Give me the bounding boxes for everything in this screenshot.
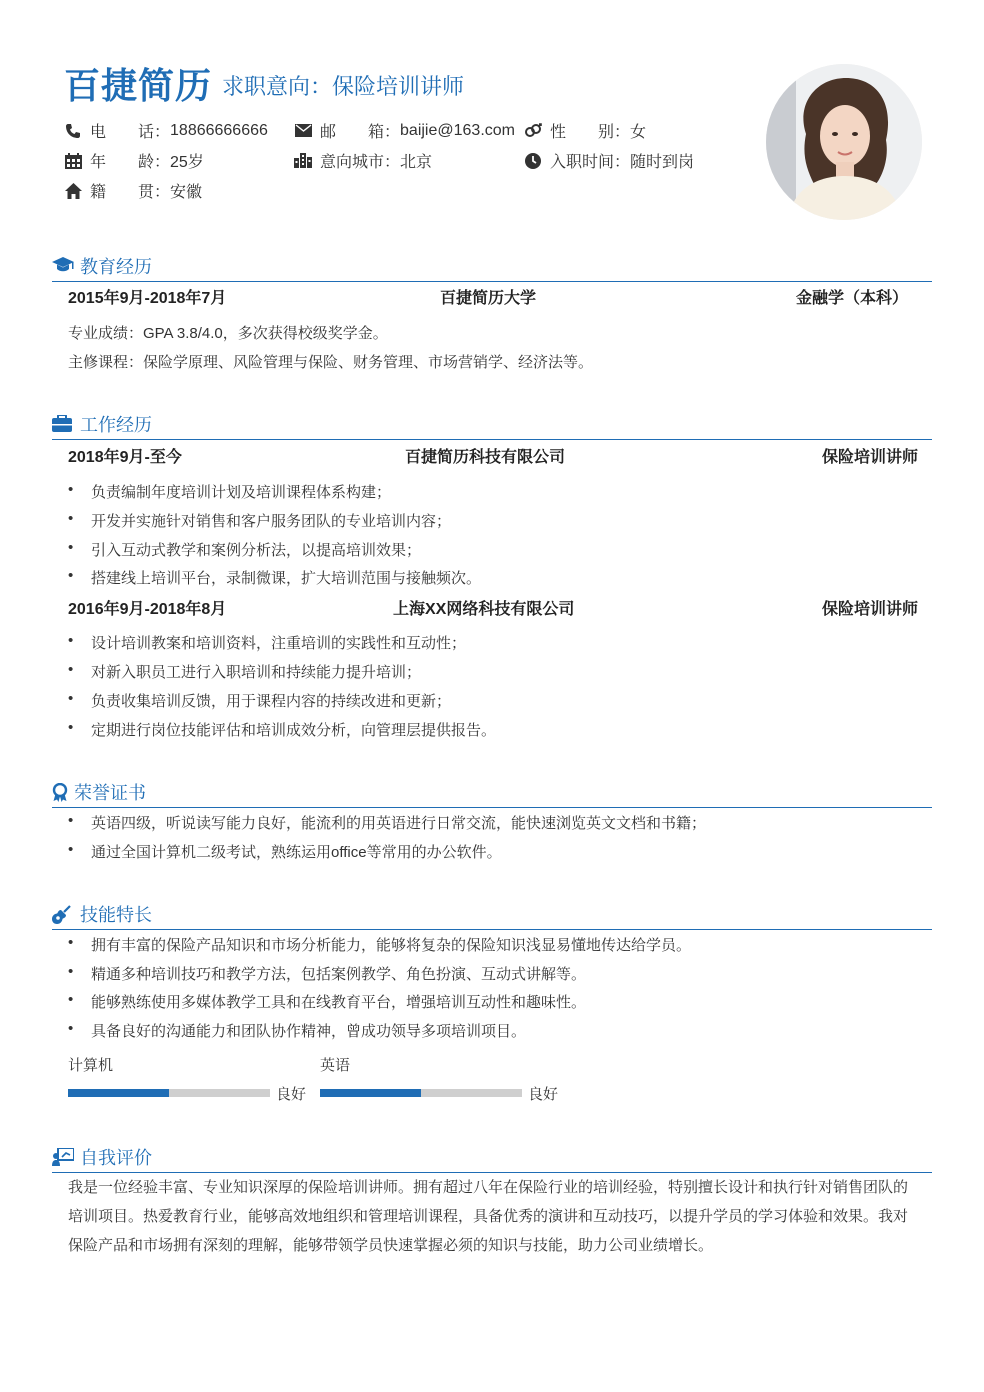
graduation-cap-icon bbox=[52, 257, 74, 275]
skill-bar-fill bbox=[320, 1089, 421, 1097]
list-item: • 能够熟练使用多媒体教学工具和在线教育平台，增强培训互动性和趣味性。 bbox=[68, 991, 586, 1012]
list-item: • 搭建线上培训平台，录制微课，扩大培训范围与接触频次。 bbox=[68, 567, 481, 588]
section-education bbox=[52, 253, 932, 282]
guitar-icon bbox=[52, 905, 74, 923]
section-honors bbox=[52, 779, 932, 808]
skill-bar-fill bbox=[68, 1089, 169, 1097]
education-title: 教育经历 bbox=[80, 257, 152, 277]
list-item: • 引入互动式教学和案例分析法，以提高培训效果； bbox=[68, 539, 421, 560]
phone-label: 电 话： bbox=[90, 124, 171, 141]
email-value: baijie@163.com bbox=[400, 121, 515, 139]
job-company: 百捷简历科技有限公司 bbox=[405, 449, 566, 466]
native-label: 籍 贯： bbox=[90, 184, 171, 201]
list-item: • 定期进行岗位技能评估和培训成效分析，向管理层提供报告。 bbox=[68, 719, 496, 740]
list-item: • 拥有丰富的保险产品知识和市场分析能力，能够将复杂的保险知识浅显易懂地传达给学员。 bbox=[68, 934, 691, 955]
clock-icon bbox=[524, 152, 542, 170]
info-phone bbox=[64, 119, 268, 142]
self-title: 自我评价 bbox=[80, 1148, 152, 1168]
phone-value: 18866666666 bbox=[170, 121, 268, 139]
gender-label: 性 别： bbox=[550, 124, 631, 141]
info-gender bbox=[524, 119, 646, 142]
education-line: 专业成绩：GPA 3.8/4.0，多次获得校级奖学金。 bbox=[68, 325, 388, 342]
info-age bbox=[64, 149, 204, 172]
skill-level: 良好 bbox=[276, 1086, 307, 1103]
self-evaluation-text: 我是一位经验丰富、专业知识深厚的保险培训讲师。拥有超过八年在保险行业的培训经验，特别擅长设计和执行针对销售团队的培训项目。热爱教育行业，能够高效地组织和管理培训课程，具备优秀的演讲和互动技巧，以提升学员的学习体验和效果。我对保险产品和市场拥有深刻的理解，能够带领学员快速掌握必须的知识与技能，助力公司业绩增长。 bbox=[68, 1179, 909, 1254]
skill-bar bbox=[320, 1089, 522, 1097]
briefcase-icon bbox=[52, 415, 74, 433]
skills-title: 技能特长 bbox=[80, 905, 152, 925]
skill-level: 良好 bbox=[528, 1086, 559, 1103]
job-company: 上海XX网络科技有限公司 bbox=[393, 601, 575, 618]
age-label: 年 龄： bbox=[90, 154, 171, 171]
profile-photo bbox=[766, 64, 922, 220]
education-period: 2015年9月-2018年7月 bbox=[68, 290, 227, 307]
info-email bbox=[294, 119, 515, 142]
resume-name: 百捷简历 bbox=[64, 65, 213, 106]
list-item: • 英语四级，听说读写能力良好，能流利的用英语进行日常交流，能快速浏览英文文档和书籍； bbox=[68, 812, 706, 833]
home-icon bbox=[64, 182, 82, 200]
work-title: 工作经历 bbox=[80, 415, 152, 435]
start-value: 随时到岗 bbox=[630, 154, 695, 171]
skill-name: 英语 bbox=[320, 1057, 351, 1074]
education-major: 金融学（本科） bbox=[795, 290, 908, 307]
city-icon bbox=[294, 152, 312, 170]
job-row bbox=[68, 444, 918, 466]
skill-name: 计算机 bbox=[68, 1057, 114, 1074]
section-work bbox=[52, 411, 932, 440]
info-city bbox=[294, 149, 432, 172]
honors-title: 荣誉证书 bbox=[74, 783, 146, 803]
presentation-icon bbox=[52, 1148, 74, 1166]
job-role: 保险培训讲师 bbox=[821, 601, 918, 618]
city-label: 意向城市： bbox=[320, 154, 401, 171]
job-row bbox=[68, 596, 918, 618]
list-item: • 负责收集培训反馈，用于课程内容的持续改进和更新； bbox=[68, 690, 451, 711]
age-value: 25岁 bbox=[170, 154, 204, 171]
email-label: 邮 箱： bbox=[320, 124, 401, 141]
info-start bbox=[524, 149, 694, 172]
envelope-icon bbox=[294, 122, 312, 140]
job-period: 2018年9月-至今 bbox=[68, 449, 182, 466]
list-item: • 设计培训教案和培训资料，注重培训的实践性和互动性； bbox=[68, 632, 466, 653]
education-school: 百捷简历大学 bbox=[440, 290, 537, 307]
calendar-icon bbox=[64, 152, 82, 170]
phone-icon bbox=[64, 122, 82, 140]
list-item: • 对新入职员工进行入职培训和持续能力提升培训； bbox=[68, 661, 421, 682]
section-skills bbox=[52, 901, 932, 930]
info-native bbox=[64, 179, 202, 202]
job-role: 保险培训讲师 bbox=[821, 449, 918, 466]
list-item: • 具备良好的沟通能力和团队协作精神，曾成功领导多项培训项目。 bbox=[68, 1020, 526, 1041]
job-period: 2016年9月-2018年8月 bbox=[68, 601, 227, 618]
list-item: • 通过全国计算机二级考试，熟练运用office等常用的办公软件。 bbox=[68, 841, 502, 862]
list-item: • 负责编制年度培训计划及培训课程体系构建； bbox=[68, 481, 391, 502]
education-line: 主修课程：保险学原理、风险管理与保险、财务管理、市场营销学、经济法等。 bbox=[68, 354, 594, 371]
award-icon bbox=[52, 783, 74, 801]
list-item: • 开发并实施针对销售和客户服务团队的专业培训内容； bbox=[68, 510, 451, 531]
education-row bbox=[68, 285, 918, 307]
city-value: 北京 bbox=[400, 154, 433, 171]
start-label: 入职时间： bbox=[550, 154, 631, 171]
gender-icon bbox=[524, 122, 542, 140]
job-intent: 求职意向：保险培训讲师 bbox=[222, 74, 465, 99]
list-item: • 精通多种培训技巧和教学方法，包括案例教学、角色扮演、互动式讲解等。 bbox=[68, 963, 586, 984]
section-self bbox=[52, 1144, 932, 1173]
native-value: 安徽 bbox=[170, 184, 203, 201]
skill-bar bbox=[68, 1089, 270, 1097]
gender-value: 女 bbox=[630, 124, 647, 141]
